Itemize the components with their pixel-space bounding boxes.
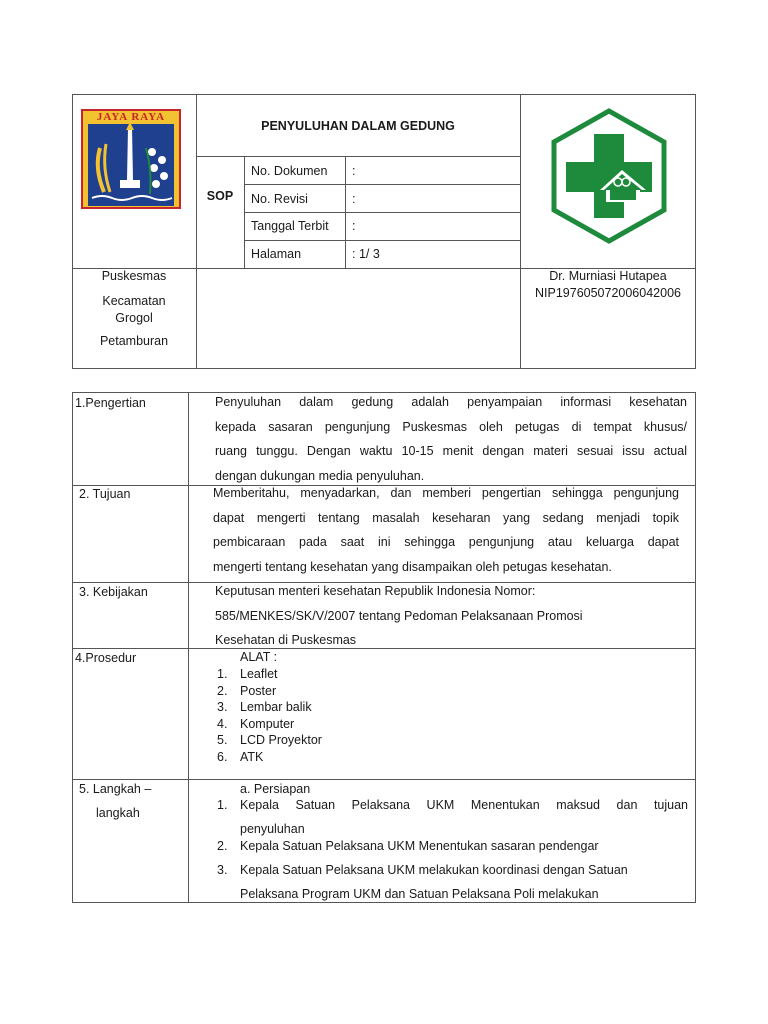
- list-item: 6. ATK: [217, 749, 264, 764]
- pengertian-line: dengan dukungan media penyuluhan.: [215, 468, 425, 483]
- signer-nip: NIP197605072006042006: [535, 286, 681, 300]
- org-line-grogol: Grogol: [115, 311, 153, 325]
- tujuan-line: dapat mengerti tentang masalah keseharan yang sedang menjadi topik: [213, 510, 679, 525]
- langkah-step-text: Kepala Satuan Pelaksana UKM Menentukan maksud dan tujuan: [240, 798, 688, 812]
- signer-name: Dr. Murniasi Hutapea: [549, 269, 667, 283]
- field-value-no-dokumen: :: [352, 164, 356, 178]
- list-item: 5. LCD Proyektor: [217, 733, 322, 748]
- pengertian-line: Penyuluhan dalam gedung adalah penyampaian informasi kesehatan: [215, 395, 687, 409]
- kebijakan-line: Keputusan menteri kesehatan Republik Indonesia Nomor:: [215, 584, 536, 598]
- langkah-step-num: 3.: [217, 863, 228, 877]
- section-label-tujuan: 2. Tujuan: [79, 487, 131, 501]
- section-body-tujuan: [213, 481, 679, 579]
- org-line-puskesmas: Puskesmas: [101, 269, 167, 283]
- org-line-kecamatan: Kecamatan: [102, 294, 166, 308]
- section-label-kebijakan: 3. Kebijakan: [79, 585, 148, 599]
- sop-label: SOP: [206, 189, 234, 203]
- list-item: 3. Lembar balik: [217, 700, 312, 715]
- pengertian-line: kepada sasaran pengunjung Puskesmas oleh petugas di tempat khusus/: [215, 419, 687, 434]
- pengertian-line: ruang tunggu. Dengan waktu 10-15 menit dengan materi sesuai issu actual: [215, 444, 687, 458]
- org-line-petamburan: Petamburan: [99, 334, 169, 348]
- field-value-tanggal-terbit: :: [352, 219, 356, 233]
- field-label-no-dokumen: No. Dokumen: [251, 164, 328, 178]
- field-value-no-revisi: :: [352, 192, 356, 206]
- tujuan-line: mengerti tentang kesehatan yang disampaikan oleh petugas kesehatan.: [213, 559, 612, 574]
- list-item: 4. Komputer: [217, 716, 295, 731]
- section-label-langkah: 5. Langkah –: [79, 782, 152, 796]
- section-label-prosedur: 4.Prosedur: [75, 651, 137, 665]
- puskesmas-logo: [550, 108, 668, 244]
- langkah-step-text-cont: Pelaksana Program UKM dan Satuan Pelaksana Poli melakukan: [240, 887, 599, 901]
- tujuan-line: Memberitahu, menyadarkan, dan memberi pengertian sehingga pengunjung: [213, 486, 679, 500]
- prosedur-heading: ALAT :: [240, 650, 278, 664]
- section-label-langkah-2: langkah: [96, 806, 140, 820]
- document-title: PENYULUHAN DALAM GEDUNG: [261, 119, 455, 133]
- field-label-no-revisi: No. Revisi: [251, 192, 308, 206]
- section-label-pengertian: 1.Pengertian: [75, 396, 146, 410]
- langkah-step-num: 2.: [217, 839, 228, 853]
- list-item: 2. Poster: [217, 683, 277, 698]
- field-label-tanggal-terbit: Tanggal Terbit: [251, 219, 329, 233]
- field-value-halaman: : 1/ 3: [352, 247, 380, 261]
- section-body-kebijakan: [215, 579, 583, 653]
- tujuan-line: pembicaraan pada saat ini sehingga pengunjung atau keluarga dapat: [213, 535, 679, 549]
- langkah-step-text: Kepala Satuan Pelaksana UKM melakukan koordinasi dengan Satuan: [240, 863, 628, 877]
- prosedur-list: [217, 666, 322, 766]
- logo-text: JAYA RAYA: [96, 111, 166, 123]
- langkah-step-num: 1.: [217, 798, 228, 812]
- list-item: 1. Leaflet: [217, 667, 278, 681]
- langkah-step-text-cont: penyuluhan: [240, 822, 305, 836]
- kebijakan-line: 585/MENKES/SK/V/2007 tentang Pedoman Pelaksanaan Promosi: [215, 608, 583, 623]
- langkah-heading: a. Persiapan: [240, 782, 311, 796]
- kebijakan-line: Kesehatan di Puskesmas: [215, 633, 357, 647]
- section-body-pengertian: [215, 390, 687, 488]
- jaya-raya-logo: [80, 108, 182, 210]
- langkah-step-text: Kepala Satuan Pelaksana UKM Menentukan sasaran pendengar: [240, 839, 599, 853]
- field-label-halaman: Halaman: [251, 247, 302, 261]
